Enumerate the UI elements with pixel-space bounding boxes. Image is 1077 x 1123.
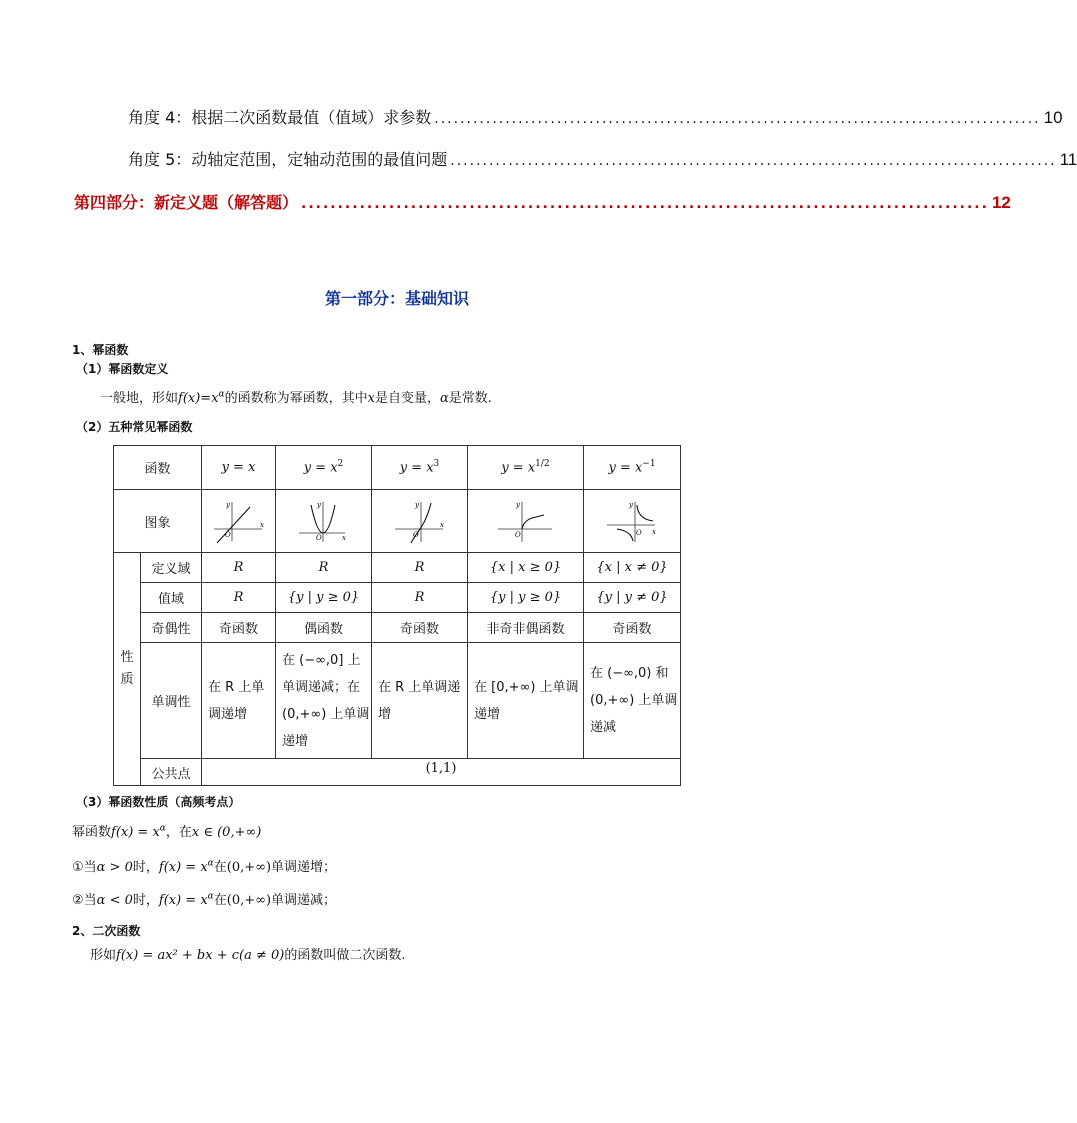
heading-power-function: 1、幂函数 — [72, 343, 129, 357]
range-cell: R — [202, 583, 276, 613]
function-cell: $y = x^3$ — [372, 446, 468, 490]
table-row-function — [114, 446, 681, 490]
graph-y-equals-x-cubed — [393, 499, 447, 543]
exponent: α — [218, 389, 225, 400]
row-header: 公共点 — [141, 759, 202, 786]
table-row-parity — [114, 613, 681, 643]
formula: f(x) = x — [158, 893, 208, 908]
toc-entry-part-4[interactable] — [74, 191, 1011, 213]
toc-entry-text: 角度 4：根据二次函数最值（值域）求参数 — [128, 108, 432, 127]
text: ①当 — [72, 860, 97, 875]
variable-alpha: α — [439, 391, 449, 406]
range-cell: {y | y ≠ 0} — [584, 583, 681, 613]
domain-cell: R — [276, 553, 372, 583]
condition: α > 0 — [96, 860, 133, 875]
graph-y-equals-sqrt-x — [496, 499, 556, 543]
function-cell: $y = x^2$ — [276, 446, 372, 490]
variable-x: x — [367, 391, 375, 406]
interval: (0,+∞) — [226, 860, 272, 875]
row-header: 奇偶性 — [141, 613, 202, 643]
parity-cell: 奇函数 — [202, 613, 276, 643]
subheading-five-functions: （2）五种常见幂函数 — [76, 420, 193, 434]
table-row-graph — [114, 490, 681, 553]
svg-text:y: y — [515, 501, 520, 509]
power-function-table — [113, 445, 681, 786]
function-cell: y = x — [202, 446, 276, 490]
text: 的函数称为幂函数，其中 — [224, 391, 368, 406]
svg-text:x: x — [439, 521, 444, 529]
svg-text:y: y — [225, 501, 230, 509]
definition-paragraph — [100, 387, 492, 406]
domain-cell: {x | x ≠ 0} — [584, 553, 681, 583]
subheading-definition: （1）幂函数定义 — [76, 362, 169, 376]
subheading-properties: （3）幂函数性质（高频考点） — [76, 795, 241, 809]
parity-cell: 奇函数 — [372, 613, 468, 643]
property-alpha-positive — [72, 856, 336, 875]
table-row-monotonicity — [114, 643, 681, 759]
text: 一般地，形如 — [100, 391, 179, 406]
graph-cell — [276, 490, 372, 553]
toc-entry-text: 角度 5：动轴定范围，定轴动范围的最值问题 — [128, 150, 448, 169]
text: 幂函数 — [72, 825, 112, 840]
text: 形如 — [90, 948, 117, 963]
text: 是常数. — [448, 391, 492, 406]
section-title: 第一部分：基础知识 — [324, 289, 469, 308]
interval: (0,+∞) — [226, 893, 272, 908]
parity-cell: 奇函数 — [584, 613, 681, 643]
quadratic-definition — [90, 944, 405, 963]
parity-cell: 非奇非偶函数 — [468, 613, 584, 643]
svg-text:x: x — [652, 528, 656, 536]
range-cell: {y | y ≥ 0} — [276, 583, 372, 613]
svg-text:x: x — [341, 534, 346, 542]
properties-group-label: 性质 — [114, 553, 141, 786]
function-cell: $y = x^{-1}$ — [584, 446, 681, 490]
row-header: 图象 — [114, 490, 202, 553]
graph-cell — [372, 490, 468, 553]
text: 单调递减； — [271, 893, 337, 908]
exponent: α — [159, 823, 166, 834]
svg-text:y: y — [629, 501, 633, 509]
formula: f(x) = ax² + bx + c(a ≠ 0) — [116, 948, 285, 963]
svg-text:O: O — [224, 531, 231, 539]
text: 的函数叫做二次函数. — [284, 948, 406, 963]
row-header: 函数 — [114, 446, 202, 490]
text: 在 — [213, 860, 227, 875]
text: 时， — [132, 860, 159, 875]
svg-text:y: y — [414, 501, 419, 509]
monotonicity-cell: 在 R 上单调递增 — [202, 643, 276, 759]
text: ，在 — [165, 825, 192, 840]
formula: f(x) = x — [111, 825, 160, 840]
svg-text:y: y — [316, 501, 321, 509]
row-header: 定义域 — [141, 553, 202, 583]
svg-text:O: O — [315, 534, 322, 542]
graph-y-equals-x-squared — [297, 499, 351, 543]
toc-entry-text: 第四部分：新定义题（解答题） — [74, 193, 299, 212]
graph-y-equals-x — [212, 499, 266, 543]
svg-text:x: x — [259, 521, 264, 529]
domain-cell: {x | x ≥ 0} — [468, 553, 584, 583]
svg-text:O: O — [412, 531, 419, 539]
formula: f(x)=x — [178, 391, 219, 406]
row-header: 值域 — [141, 583, 202, 613]
monotonicity-cell: 在 (−∞,0) 和 (0,+∞) 上单调递减 — [584, 643, 681, 759]
range-cell: {y | y ≥ 0} — [468, 583, 584, 613]
text: ②当 — [72, 893, 97, 908]
monotonicity-cell: 在 [0,+∞) 上单调递增 — [468, 643, 584, 759]
toc-page-number: 11 — [1059, 150, 1077, 169]
table-row-range — [114, 583, 681, 613]
toc-leader-dots: .............................................................................................. — [301, 196, 989, 212]
graph-cell — [468, 490, 584, 553]
range-cell: R — [372, 583, 468, 613]
parity-cell: 偶函数 — [276, 613, 372, 643]
svg-text:O: O — [636, 529, 642, 537]
function-cell: $y = x^{1/2}$ — [468, 446, 584, 490]
table-row-common-point — [114, 759, 681, 786]
domain-cell: R — [372, 553, 468, 583]
property-alpha-negative — [72, 889, 336, 908]
toc-leader-dots: .............................................................................................. — [450, 153, 1057, 169]
graph-cell — [584, 490, 681, 553]
toc-leader-dots: .............................................................................................. — [434, 111, 1041, 127]
row-header: 单调性 — [141, 643, 202, 759]
monotonicity-cell: 在 (−∞,0] 上单调递减；在 (0,+∞) 上单调递增 — [276, 643, 372, 759]
table-row-domain — [114, 553, 681, 583]
svg-text:O: O — [514, 531, 521, 539]
toc-page-number: 12 — [991, 193, 1011, 212]
exponent: α — [207, 891, 214, 902]
toc-entry-angle-5[interactable] — [128, 148, 1077, 170]
common-point-cell: (1,1) — [202, 759, 681, 786]
text: 是自变量， — [374, 391, 440, 406]
text: 单调递增； — [271, 860, 337, 875]
graph-cell — [202, 490, 276, 553]
heading-quadratic-function: 2、二次函数 — [72, 924, 141, 938]
interval: x ∈ (0,+∞) — [191, 825, 262, 840]
exponent: α — [207, 858, 214, 869]
condition: α < 0 — [96, 893, 133, 908]
properties-intro — [72, 821, 261, 840]
domain-cell: R — [202, 553, 276, 583]
text: 在 — [213, 893, 227, 908]
text: 时， — [132, 893, 159, 908]
graph-y-equals-x-inverse — [605, 499, 659, 543]
toc-entry-angle-4[interactable] — [128, 106, 1063, 128]
toc-page-number: 10 — [1043, 108, 1063, 127]
formula: f(x) = x — [158, 860, 208, 875]
monotonicity-cell: 在 R 上单调递增 — [372, 643, 468, 759]
